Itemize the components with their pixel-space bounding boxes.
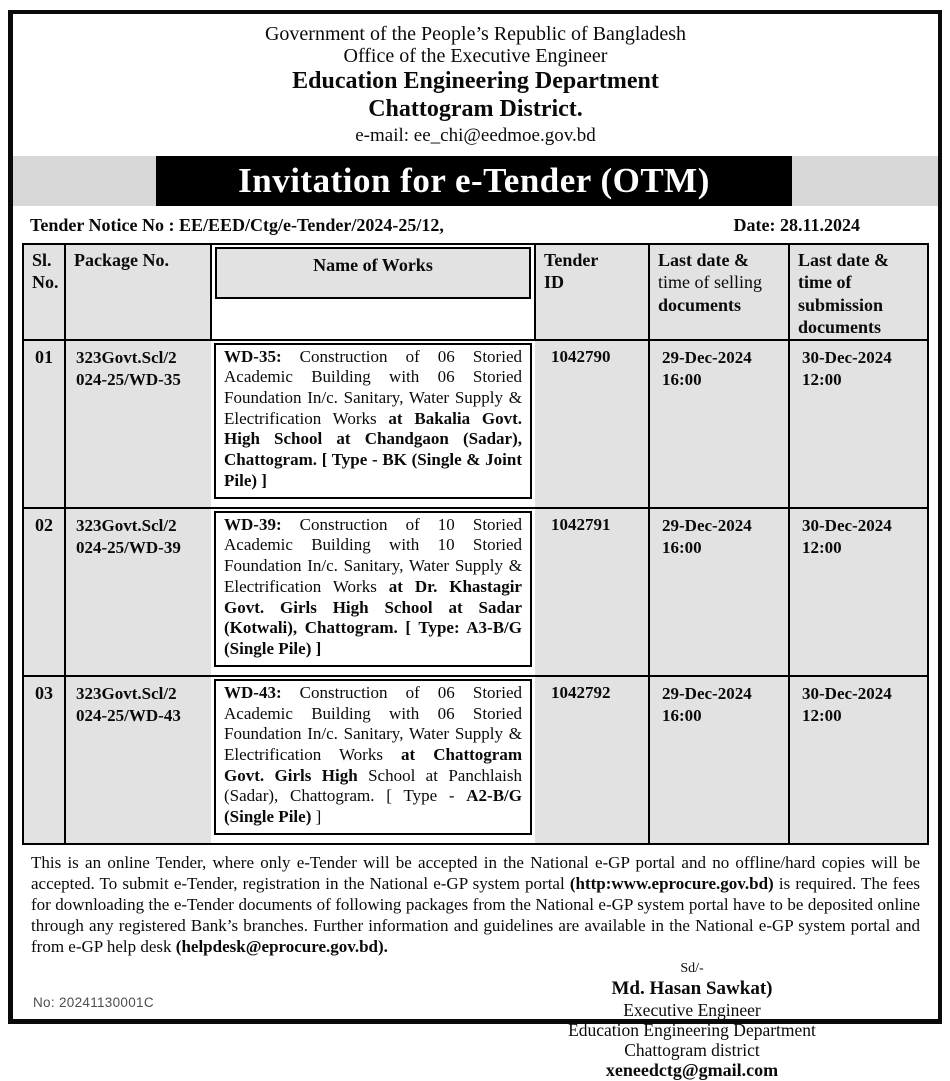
table-header-row [23, 244, 928, 340]
signatory-department: Education Engineering Department [568, 1019, 816, 1040]
office-line: Office of the Executive Engineer [343, 45, 608, 67]
col-header-works: Name of Works [211, 244, 535, 340]
document-frame [8, 10, 942, 1081]
col-header-tender-id: Tender ID [535, 244, 649, 340]
table-row [23, 340, 928, 508]
works-cell [211, 676, 535, 844]
works-description: WD-39: Construction of 10 Storied Academic Building with 10 Storied Foundation In/c. Sanitary, Water Supply & Electrification Works at Dr. Khastagir Govt. Girls High School at Sadar (Kotwali), Chattogram. [ Type: A3-B/G (Single Pile) ] [214, 511, 532, 667]
government-line: Government of the People’s Republic of Bangladesh [264, 23, 686, 45]
tender-notice-no: Tender Notice No : EE/EED/Ctg/e-Tender/2024-25/12, [30, 214, 444, 235]
sl-no-cell: 03 [23, 676, 65, 844]
notice-date: Date: 28.11.2024 [733, 214, 860, 235]
header-email: e-mail: ee_chi@eedmoe.gov.bd [355, 124, 596, 146]
tender-id-cell: 1042792 [535, 676, 649, 844]
selling-date-cell: 29-Dec-2024 16:00 [649, 508, 789, 676]
col-header-submission: Last date & time of submission documents [789, 244, 928, 340]
col-header-package: Package No. [65, 244, 211, 340]
tender-id-cell: 1042791 [535, 508, 649, 676]
table-row [23, 508, 928, 676]
works-description: WD-35: Construction of 06 Storied Academic Building with 06 Storied Foundation In/c. Sanitary, Water Supply & Electrification Works at Bakalia Govt. High School at Chandgaon (Sadar), Chattogram. [ Type - BK (Single & Joint Pile) ] [214, 343, 532, 499]
notice-line [13, 206, 938, 241]
department-line: Education Engineering Department [292, 68, 659, 94]
signatory-title: Executive Engineer [623, 999, 761, 1020]
banner-title: Invitation for e-Tender (OTM) [156, 156, 792, 206]
district-line: Chattogram District. [368, 96, 583, 123]
doc-number: No: 20241130001C [33, 995, 154, 1010]
sl-no-cell: 02 [23, 508, 65, 676]
submission-date-cell: 30-Dec-2024 12:00 [789, 340, 928, 508]
submission-date-cell: 30-Dec-2024 12:00 [789, 508, 928, 676]
sl-no-cell: 01 [23, 340, 65, 508]
signatory-name: Md. Hasan Sawkat) [611, 977, 773, 999]
signature-block [472, 961, 912, 1081]
submission-date-cell: 30-Dec-2024 12:00 [789, 676, 928, 844]
col-header-sl: Sl. No. [23, 244, 65, 340]
works-cell [211, 508, 535, 676]
package-no-cell: 323Govt.Scl/2 024-25/WD-39 [65, 508, 211, 676]
col-header-selling: Last date & time of selling documents [649, 244, 789, 340]
works-cell [211, 340, 535, 508]
letterhead [13, 14, 938, 147]
package-no-cell: 323Govt.Scl/2 024-25/WD-43 [65, 676, 211, 844]
signatory-email: xeneedctg@gmail.com [605, 1060, 779, 1081]
signature-sd: Sd/- [680, 961, 704, 977]
selling-date-cell: 29-Dec-2024 16:00 [649, 340, 789, 508]
works-description: WD-43: Construction of 06 Storied Academic Building with 06 Storied Foundation In/c. Sanitary, Water Supply & Electrification Works at Chattogram Govt. Girls High School at Panchlaish (Sadar), Chattogram. [ Type - A2-B/G (Single Pile) ] [214, 679, 532, 835]
signatory-district: Chattogram district [624, 1040, 760, 1061]
tender-table [22, 243, 929, 845]
tender-id-cell: 1042790 [535, 340, 649, 508]
footer-paragraph: This is an online Tender, where only e-Tender will be accepted in the National e-GP portal and no offline/hard copies will be accepted. To submit e-Tender, registration in the National e-GP system portal (http:www.eprocure.gov.bd) is required. The fees for downloading the e-Tender documents of following packages from the National e-GP system portal have to be deposited online through any registered Bank’s branches. Further information and guidelines are available in the National e-GP system portal and from e-GP help desk (helpdesk@eprocure.gov.bd). [31, 852, 921, 957]
selling-date-cell: 29-Dec-2024 16:00 [649, 676, 789, 844]
banner-band [13, 156, 938, 206]
package-no-cell: 323Govt.Scl/2 024-25/WD-35 [65, 340, 211, 508]
table-row [23, 676, 928, 844]
